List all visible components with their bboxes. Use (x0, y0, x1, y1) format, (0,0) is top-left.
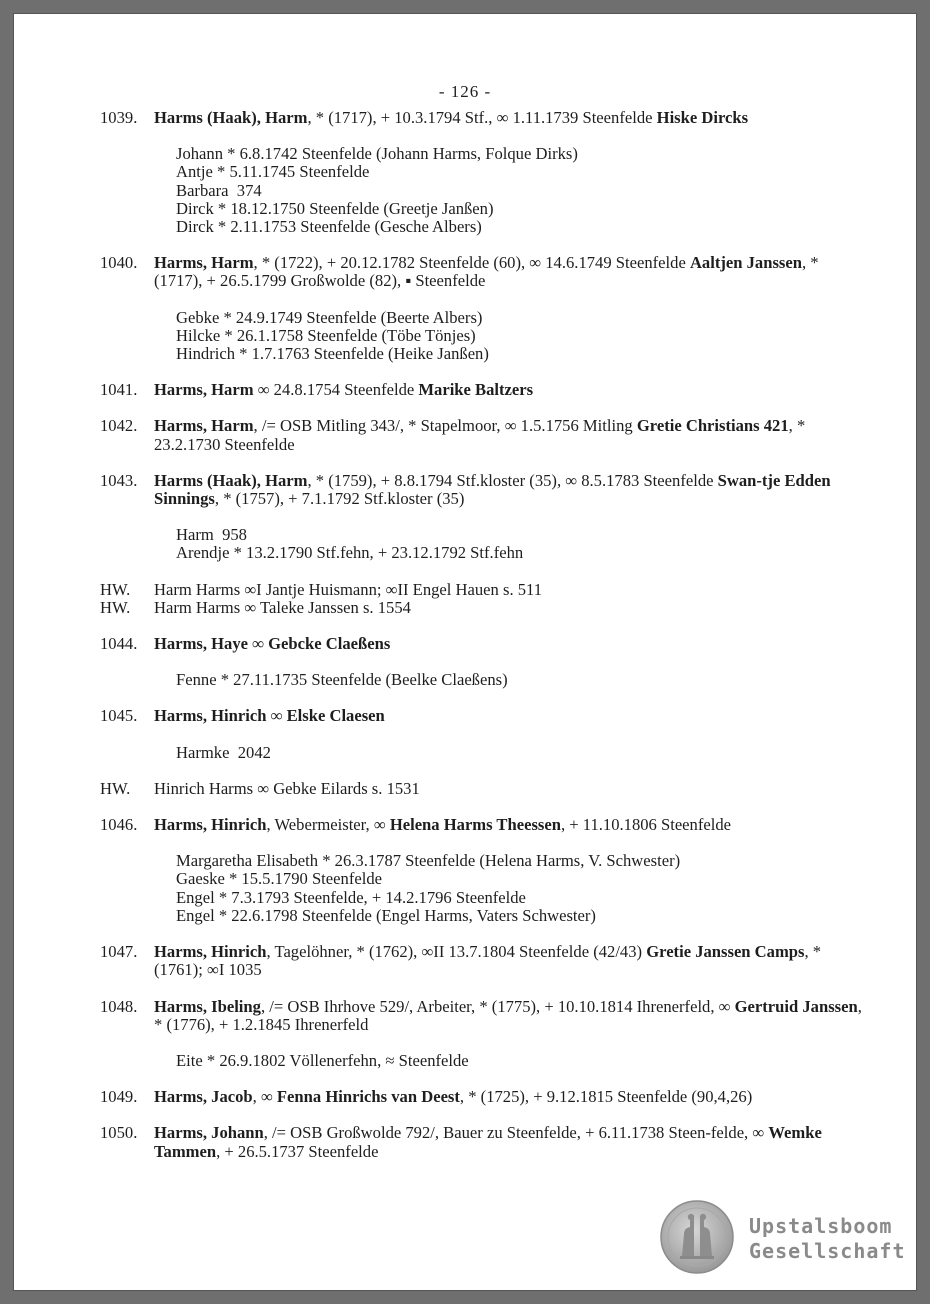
person-name: Harms, Harm (154, 380, 254, 400)
child-line: Johann * 6.8.1742 Steenfelde (Johann Harms, Folque Dirks) (176, 144, 578, 164)
child-line: Barbara 374 (176, 180, 262, 200)
entry-details: , * (1776), + 1.2.1845 Ihrenerfeld (154, 996, 862, 1034)
entry-details: , * (1717), + 26.5.1799 Großwolde (82), ▪ Steenfelde (154, 253, 819, 291)
child-line: Engel * 22.6.1798 Steenfelde (Engel Harms, Vaters Schwester) (176, 905, 596, 925)
entry-details: , Webermeister, ∞ (266, 815, 390, 835)
genealogy-entry (100, 780, 870, 798)
person-name: Harms (Haak), Harm (154, 108, 308, 127)
children-list (154, 309, 870, 364)
entry-number: 1040. (100, 253, 138, 273)
child-line: Hindrich * 1.7.1763 Steenfelde (Heike Janßen) (176, 344, 489, 364)
genealogy-entry (100, 1088, 870, 1106)
entry-heading (154, 707, 870, 725)
children-list (154, 671, 870, 689)
entry-heading (154, 943, 870, 979)
entry-heading (154, 635, 870, 653)
child-line: Margaretha Elisabeth * 26.3.1787 Steenfelde (Helena Harms, V. Schwester) (176, 851, 681, 871)
person-name: Harms, Jacob (154, 1087, 253, 1107)
entry-number: 1050. (100, 1123, 138, 1143)
entry-heading (154, 109, 870, 127)
person-name: Harms, Hinrich (154, 942, 267, 962)
entry-number: 1046. (100, 815, 138, 835)
entry-heading (154, 1124, 870, 1160)
entry-number: 1039. (100, 108, 138, 127)
child-line: Eite * 26.9.1802 Völlenerfehn, ≈ Steenfelde (176, 1050, 469, 1070)
genealogy-entry (100, 707, 870, 761)
child-line: Hilcke * 26.1.1758 Steenfelde (Töbe Tönjes) (176, 325, 476, 345)
genealogy-entry (100, 998, 870, 1071)
entry-heading (154, 1088, 870, 1106)
genealogy-entry (100, 109, 870, 236)
entry-number: 1042. (100, 416, 138, 436)
child-line: Fenne * 27.11.1735 Steenfelde (Beelke Claeßens) (176, 670, 508, 690)
entry-heading (154, 381, 870, 399)
children-list (154, 1052, 870, 1070)
entry-number: HW. (100, 579, 131, 599)
entry-heading (154, 780, 870, 798)
brand-line-2: Gesellschaft (749, 1239, 906, 1263)
child-line: Antje * 5.11.1745 Steenfelde (176, 162, 370, 182)
entry-details: Harm Harms ∞ Taleke Janssen s. 1554 (154, 597, 411, 617)
entry-number: 1041. (100, 380, 138, 400)
entry-details: Harm Harms ∞I Jantje Huismann; ∞II Engel Hauen s. 511 (154, 579, 543, 599)
person-name: Harms, Hinrich (154, 815, 267, 835)
entry-details: , * (1761); ∞I 1035 (154, 942, 822, 980)
child-line: Dirck * 18.12.1750 Steenfelde (Greetje Janßen) (176, 198, 494, 218)
person-name: Marike Baltzers (418, 380, 534, 400)
entry-number: 1048. (100, 996, 138, 1016)
person-name: Aaltjen Janssen (689, 253, 802, 273)
person-name: Harms, Harm (154, 416, 254, 436)
genealogy-entry (100, 599, 870, 617)
children-list (154, 526, 870, 562)
entry-details: , + 26.5.1737 Steenfelde (216, 1141, 379, 1161)
genealogy-entry (100, 472, 870, 563)
entry-details: , * (1759), + 8.8.1794 Stf.kloster (35), ∞ 8.5.1783 Steenfelde (307, 470, 718, 490)
entry-details: , /= OSB Mitling 343/, * Stapelmoor, ∞ 1.5.1756 Mitling (253, 416, 637, 436)
entry-details: , * (1725), + 9.12.1815 Steenfelde (90,4,26) (459, 1087, 753, 1107)
child-line: Gebke * 24.9.1749 Steenfelde (Beerte Albers) (176, 307, 483, 327)
children-list (154, 145, 870, 236)
entry-details: , /= OSB Ihrhove 529/, Arbeiter, * (1775), + 10.10.1814 Ihrenerfeld, ∞ (260, 996, 735, 1016)
entry-heading (154, 998, 870, 1034)
entry-number: 1043. (100, 470, 138, 490)
genealogy-entry (100, 816, 870, 925)
page-number: - 126 - (438, 82, 492, 101)
entry-number: HW. (100, 597, 131, 617)
entry-heading (154, 581, 870, 599)
brand-line-1: Upstalsboom (749, 1214, 893, 1238)
genealogy-entry (100, 254, 870, 363)
entry-heading (154, 599, 870, 617)
document-page (14, 14, 916, 1290)
entry-number: 1047. (100, 942, 138, 962)
entry-heading (154, 816, 870, 834)
person-name: Hiske Dircks (656, 108, 749, 127)
entry-details: , + 11.10.1806 Steenfelde (560, 815, 732, 835)
child-line: Gaeske * 15.5.1790 Steenfelde (176, 869, 382, 889)
genealogy-entry (100, 635, 870, 689)
child-line: Arendje * 13.2.1790 Stf.fehn, + 23.12.1792 Stf.fehn (176, 543, 524, 563)
entry-number: 1049. (100, 1087, 138, 1107)
entry-details: , Tagelöhner, * (1762), ∞II 13.7.1804 Steenfelde (42/43) (266, 942, 647, 962)
entry-number: 1045. (100, 706, 138, 726)
entry-heading (154, 472, 870, 508)
children-list (154, 744, 870, 762)
person-name: Harms (Haak), Harm (154, 470, 308, 490)
seal-logo-icon (660, 1200, 734, 1274)
child-line: Harmke 2042 (176, 742, 271, 762)
entry-details: , * (1717), + 10.3.1794 Stf., ∞ 1.11.1739 Steenfelde (307, 108, 657, 127)
entry-details: , /= OSB Großwolde 792/, Bauer zu Steenfelde, + 6.11.1738 Steen-felde, ∞ (263, 1123, 769, 1143)
child-line: Engel * 7.3.1793 Steenfelde, + 14.2.1796 Steenfelde (176, 887, 526, 907)
society-brand (749, 1214, 906, 1264)
entry-details: ∞ 24.8.1754 Steenfelde (253, 380, 419, 400)
entry-details: Hinrich Harms ∞ Gebke Eilards s. 1531 (154, 778, 420, 798)
genealogy-entry (100, 943, 870, 979)
person-name: Fenna Hinrichs van Deest (276, 1087, 460, 1107)
genealogy-entry (100, 581, 870, 599)
entry-number: HW. (100, 778, 131, 798)
person-name: Helena Harms Theessen (389, 815, 561, 835)
person-name: Harms, Hinrich ∞ Elske Claesen (154, 706, 385, 726)
person-name: Swan-tje Edden Sinnings (154, 470, 831, 509)
person-name: Harms, Haye ∞ Gebcke Claeßens (154, 634, 391, 654)
entry-details: , ∞ (252, 1087, 277, 1107)
child-line: Dirck * 2.11.1753 Steenfelde (Gesche Albers) (176, 217, 482, 237)
person-name: Gretie Christians 421 (636, 416, 789, 436)
genealogy-entry (100, 381, 870, 399)
genealogy-entries (100, 109, 870, 1161)
person-name: Harms, Harm (154, 253, 254, 273)
entry-details: , * (1722), + 20.12.1782 Steenfelde (60), ∞ 14.6.1749 Steenfelde (253, 253, 690, 273)
entry-heading (154, 254, 870, 290)
entry-number: 1044. (100, 634, 138, 654)
genealogy-entry (100, 417, 870, 453)
genealogy-entry (100, 1124, 870, 1160)
person-name: Gretie Janssen Camps (646, 942, 805, 962)
child-line: Harm 958 (176, 525, 247, 545)
entry-details: , * (1757), + 7.1.1792 Stf.kloster (35) (214, 489, 465, 509)
person-name: Harms, Johann (154, 1123, 264, 1143)
person-name: Wemke Tammen (154, 1123, 822, 1161)
children-list (154, 852, 870, 925)
entry-details: , * 23.2.1730 Steenfelde (154, 416, 806, 454)
entry-heading (154, 417, 870, 453)
person-name: Harms, Ibeling (154, 996, 261, 1016)
person-name: Gertruid Janssen (734, 996, 858, 1016)
